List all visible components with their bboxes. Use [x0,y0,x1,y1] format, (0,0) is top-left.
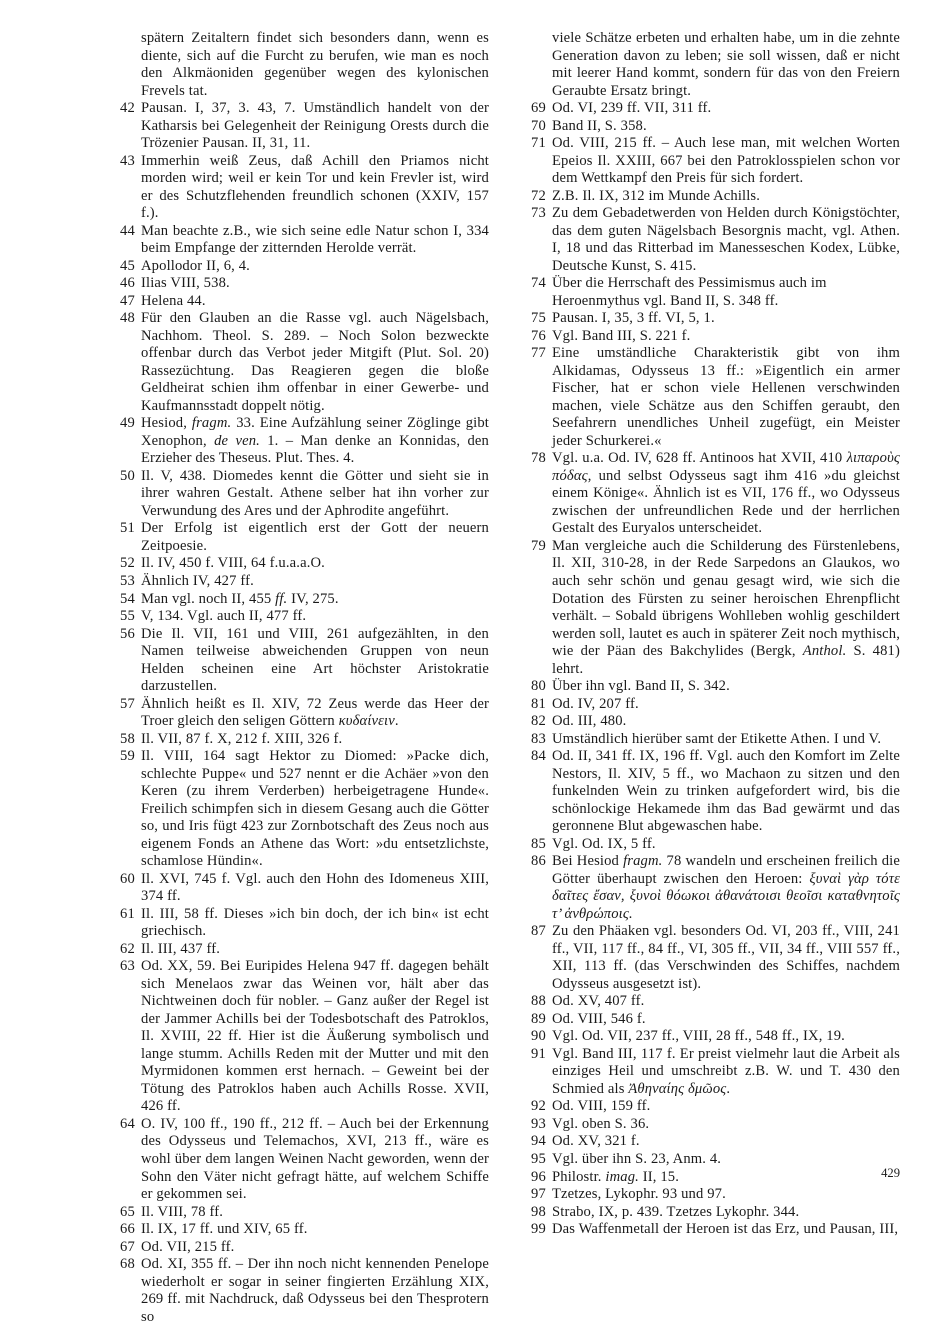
note-text: Helena 44. [141,292,206,309]
note-text: Für den Glauben an die Rasse vgl. auch Nägelsbach, Nachhom. Theol. S. 289. – Noch Solon bezweckte offenbar durch das Verbot jeder Mitgift (Plut. Sol. 20) Rassezüchtung. Das Reagieren gegen die bloße Geldheirat schien ihm offenbar in einer Gewerbe- und Kaufmannsstadt doppelt nötig. [141,310,489,414]
endnote [120,258,489,276]
endnote [531,1151,900,1169]
endnote [531,836,900,854]
endnote [120,1204,489,1222]
note-text: Über ihn vgl. Band II, S. 342. [552,678,730,695]
note-number: 53 [120,572,135,589]
note-number: 60 [120,870,135,887]
note-number: 49 [120,415,135,432]
note-number: 96 [531,1168,546,1185]
endnote [531,538,900,678]
note-text: Pausan. I, 35, 3 ff. VI, 5, 1. [552,310,715,327]
endnote [531,1028,900,1046]
note-text: Hesiod, fragm. 33. Eine Aufzählung seiner Zöglinge gibt Xenophon, de ven. 1. – Man denke an Konnidas, den Erzieher des Theseus. Plut. Thes. 4. [141,415,490,467]
endnote [531,118,900,136]
note-number: 46 [120,275,135,292]
note-text: Umständlich hierüber samt der Etikette Athen. I und V. [552,730,882,747]
endnote [531,853,900,923]
endnote [120,608,489,626]
endnote [531,678,900,696]
endnote [120,1116,489,1204]
note-text: Il. VIII, 164 sagt Hektor zu Diomed: »Packe dich, schlechte Puppe« und 527 nennt er die Achäer »von den Keren (zu ihrem Verderben) herbeigetragene Hunde«. Freilich schimpfen sich in diesem Gesang auch die Götter so, und Iris fügt 423 zur Zornbotschaft des Zeus noch aus eigenem Fonds an Athene das Wort: »du entsetzlichste, schamlose Hündin«. [141,748,489,870]
note-text: Il. III, 58 ff. Dieses »ich bin doch, der ich bin« ist echt griechisch. [141,905,489,940]
endnote [120,153,489,223]
note-number: 85 [531,835,546,852]
endnote [120,573,489,591]
endnote [531,1221,900,1239]
note-text: Tzetzes, Lykophr. 93 und 97. [552,1186,726,1203]
endnote [531,993,900,1011]
note-text: Il. V, 438. Diomedes kennt die Götter und sieht sie in ihrer wahren Gestalt. Athene selber hat ihn vorher zur Verwundung des Ares und der Aphrodite angeführt. [141,467,489,519]
note-number: 99 [531,1221,546,1238]
note-number: 98 [531,1203,546,1220]
endnote [531,100,900,118]
right-notes-list [531,100,900,1239]
endnote [120,906,489,941]
note-text: Vgl. über ihn S. 23, Anm. 4. [552,1151,722,1167]
right-column [531,30,900,1239]
note-number: 76 [531,327,546,344]
endnote [120,1221,489,1239]
endnote [531,748,900,836]
note-number: 48 [120,310,135,327]
endnote [531,696,900,714]
note-text: Strabo, IX, p. 439. Tzetzes Lykophr. 344. [552,1203,800,1220]
note-text: Der Erfolg ist eigentlich erst der Gott der neuern Zeitpoesie. [141,520,489,554]
note-number: 74 [531,275,546,292]
endnote [120,100,489,153]
note-text: V, 134. Vgl. auch II, 477 ff. [141,608,307,625]
note-number: 68 [120,1256,135,1273]
note-text: Il. XVI, 745 f. Vgl. auch den Hohn des Idomeneus XIII, 374 ff. [141,870,489,905]
endnote [531,1046,900,1099]
note-text: Pausan. I, 37, 3. 43, 7. Umständlich handelt von der Katharsis bei Gelegenheit der Reinigung Orests durch die Trözenier Pausan. II, 31, 11. [141,100,489,152]
endnote [120,1239,489,1257]
note-number: 44 [120,222,135,239]
endnote [531,1204,900,1222]
endnote [120,310,489,415]
endnote [531,310,900,328]
endnote [531,1011,900,1029]
note-text: Vgl. Od. VII, 237 ff., VIII, 28 ff., 548 ff., IX, 19. [552,1028,845,1045]
note-text: viele Schätze erbeten und erhalten habe, um in die zehnte Generation davon zu leben; sie soll wissen, daß er nicht mit leerer Hand kommt, sondern für das von den Freiern Geraubte Ersatz bringt. [552,30,900,99]
note-number: 78 [531,450,546,467]
note-text: Od. XX, 59. Bei Euripides Helena 947 ff. dagegen behält sich Menelaos zwar das Weinen vor, hält aber das Nichtweinen doch für nobler. – Ganz außer der Regel ist der Jammer Achills bei der Todesbotschaft des Patroklos, Il. XVIII, 22 ff. Hier ist die Äußerung symbolisch und lange stumm. Achills Reden mit der Mutter und mit den Myrmidonen kommen erst hernach. – Geweint bei der Tötung des Patroklos haben auch Achills Rosse. XVII, 426 ff. [141,958,489,1115]
endnote [120,731,489,749]
note-number: 57 [120,695,135,712]
endnote [531,275,900,310]
note-number: 84 [531,748,546,765]
endnote [120,941,489,959]
note-text: Ilias VIII, 538. [141,275,230,292]
note-number: 83 [531,730,546,747]
note-text: Die Il. VII, 161 und VIII, 261 aufgezählten, in den Namen teilweise abweichenden Gruppen von neun Helden scheinen eine Art höchster Aristokratie darzustellen. [141,625,489,695]
note-text: spätern Zeitaltern findet sich besonders dann, wenn es diente, sich auf die Furcht zu berufen, wie man es noch den Alkmäoniden gegenüber wegen des kylonischen Frevels tat. [141,30,489,99]
note-number: 58 [120,730,135,747]
note-text: Od. II, 341 ff. IX, 196 ff. Vgl. auch den Komfort im Zelte Nestors, Il. XIV, 5 ff., wo Machaon zu sitzen und den funkelnden Wein zu trinken aufgefordert wird, bis die schönlockige Hekamede ihm das Bad gewärmt und das geronnene Blut abgewaschen habe. [552,748,900,835]
note-text: Eine umständliche Charakteristik gibt von ihm Alkidamas, Odysseus 13 ff.: »Eigentlich ein armer Fischer, hat er schon viele Hellenen verschwinden machen, viele Schätze aus den Schiffen geraubt, den Seefahrern unendliches Unheil zugefügt, ein Meister jeder Schurkerei.« [552,345,900,449]
note-text: Od. XV, 321 f. [552,1133,640,1150]
note-text: Vgl. oben S. 36. [552,1115,650,1132]
note-number: 61 [120,905,135,922]
endnote [120,591,489,609]
note-text: Ähnlich heißt es Il. XIV, 72 Zeus werde das Heer der Troer gleich den seligen Göttern κυδαίνειν. [141,695,489,730]
endnote [120,958,489,1116]
endnote [531,1133,900,1151]
note-text: Vgl. u.a. Od. IV, 628 ff. Antinoos hat XVII, 410 λιπαροὺς πόδας, und selbst Odysseus sagt ihm 416 »du gleichst einem Könige«. Ähnlich ist es VII, 176 ff., wo Odysseus zwischen der unfreundlichen Rede und der herrlichen Gestalt des Euryalos unterscheidet. [552,450,900,537]
note-number: 87 [531,923,546,940]
endnote [120,468,489,521]
note-text: Od. XI, 355 ff. – Der ihn noch nicht kennenden Penelope wiederholt er sogar in seiner fingierten Erzählung XIX, 269 ff. mit Nachdruck, daß Odysseus bei den Thesprotern so [141,1256,489,1325]
note-text: Vgl. Od. IX, 5 ff. [552,835,656,852]
note-number: 47 [120,292,135,309]
note-text: Bei Hesiod fragm. 78 wandeln und erscheinen freilich die Götter überhaupt zwischen den Heroen: ξυναὶ γὰρ τότε δαῖτες ἔσαν, ξυνοὶ θόωκοι ἀθανάτοισι θεοῖσι καταθνητοῖς τ’ ἀνθρώποις. [552,853,901,922]
note-text: Il. III, 437 ff. [141,940,221,957]
note-number: 70 [531,117,546,134]
note-text: Zu dem Gebadetwerden von Helden durch Königstöchter, das dem guten Nägelsbach Besorgnis macht, vgl. Athen. I, 18 und das Ritterbad im Manesseschen Kodex, Lübke, Deutsche Kunst, S. 415. [552,205,900,274]
note-text: Zu den Phäaken vgl. besonders Od. VI, 203 ff., VIII, 241 ff., VII, 117 ff., 84 ff., VI, 305 ff., VII, 34 ff., VIII 557 ff., XII, 113 ff. (das Verschwinden des Schiffes, nachdem Odysseus ausgesetzt ist). [552,923,900,992]
endnote [531,713,900,731]
note-number: 89 [531,1010,546,1027]
note-text: Vgl. Band III, S. 221 f. [552,327,691,344]
continuation-paragraph [120,30,489,100]
note-number: 43 [120,152,135,169]
note-number: 64 [120,1115,135,1132]
note-text: Vgl. Band III, 117 f. Er preist vielmehr laut die Arbeit als einziges Heil und umschreibt z.B. W. und T. 430 den Schmied als Ἀθηναίης δμῶος. [552,1045,900,1097]
endnote [120,415,489,468]
note-text: Über die Herrschaft des Pessimismus auch im Heroenmythus vgl. Band II, S. 348 ff. [552,275,827,309]
note-number: 56 [120,625,135,642]
note-text: Man vgl. noch II, 455 ff. IV, 275. [141,590,339,607]
endnote [531,188,900,206]
endnote [120,275,489,293]
endnote [531,328,900,346]
endnote [531,1186,900,1204]
note-number: 80 [531,678,546,695]
note-text: Philostr. imag. II, 15. [552,1168,680,1185]
endnote [120,871,489,906]
endnote [531,450,900,538]
note-number: 51 [120,520,135,537]
note-text: Il. IV, 450 f. VIII, 64 f.u.a.a.O. [141,555,325,572]
note-number: 67 [120,1238,135,1255]
continuation-paragraph [531,30,900,100]
endnote [120,626,489,696]
endnote [531,923,900,993]
endnote [120,223,489,258]
note-number: 42 [120,100,135,117]
note-text: Band II, S. 358. [552,117,647,134]
note-text: Z.B. Il. IX, 312 im Munde Achills. [552,187,761,204]
endnote [120,748,489,871]
note-text: Das Waffenmetall der Heroen ist das Erz, und Pausan, III, [552,1221,899,1238]
endnote [531,1098,900,1116]
endnote [120,555,489,573]
note-text: O. IV, 100 ff., 190 ff., 212 ff. – Auch bei der Erkennung des Odysseus und Telemachos, XVI, 213 ff., wäre es wohl über dem langen Weinen Nacht geworden, wenn der Sohn den Väter nicht gefragt hätte, auf welchem Schiffe er gekommen sei. [141,1115,489,1203]
note-number: 92 [531,1098,546,1115]
endnote [120,1256,489,1326]
note-text: Man beachte z.B., wie sich seine edle Natur schon I, 334 beim Empfange der zitternden Herolde verrät. [141,222,489,257]
note-number: 54 [120,590,135,607]
left-column [120,30,489,1326]
note-text: Apollodor II, 6, 4. [141,257,250,274]
note-number: 94 [531,1133,546,1150]
note-text: Od. VII, 215 ff. [141,1238,235,1255]
endnote [531,731,900,749]
page-number: 429 [881,1166,900,1180]
note-number: 81 [531,695,546,712]
note-number: 77 [531,345,546,362]
note-text: Il. VIII, 78 ff. [141,1203,224,1220]
note-text: Od. IV, 207 ff. [552,695,639,712]
note-number: 63 [120,958,135,975]
left-notes-list [120,100,489,1326]
note-number: 90 [531,1028,546,1045]
endnote [120,696,489,731]
endnote [531,135,900,188]
note-text: Immerhin weiß Zeus, daß Achill den Priamos nicht morden wird; weil er kein Tor und kein Frevler ist, wird er des Schutzflehenden freundlich schonen (XXIV, 157 f.). [141,152,489,222]
note-text: Od. VIII, 215 ff. – Auch lese man, mit welchen Worten Epeios Il. XXIII, 667 bei den Patroklosspielen schon vor dem Wettkampf den Preis für sich fordert. [552,135,900,187]
endnote [531,1116,900,1134]
note-number: 73 [531,205,546,222]
note-text: Od. VI, 239 ff. VII, 311 ff. [552,100,712,117]
note-number: 95 [531,1151,546,1167]
endnote [531,205,900,275]
note-number: 52 [120,555,135,572]
note-number: 91 [531,1045,546,1062]
note-text: Od. XV, 407 ff. [552,993,645,1010]
endnote [531,1169,900,1187]
note-number: 82 [531,713,546,730]
endnote [120,293,489,311]
note-number: 71 [531,135,546,152]
note-text: Man vergleiche auch die Schilderung des Fürstenlebens, Il. XII, 310-28, in der Rede Sarpedons an Glaukos, wo auch sehr schön und genau gesagt wird, wie sich die Dotation des Fürsten zu seiner heroischen Ehrenpflicht verhält. – Sobald übrigens Wohlleben wohlig geschildert werden soll, lautet es auch in späterer Zeit noch mythisch, wie der Päan des Bakchylides (Bergk, Anthol. S. 481) lehrt. [552,537,900,677]
note-number: 72 [531,187,546,204]
note-number: 66 [120,1221,135,1238]
note-text: Il. IX, 17 ff. und XIV, 65 ff. [141,1221,308,1238]
note-number: 79 [531,537,546,554]
note-number: 50 [120,467,135,484]
note-text: Il. VII, 87 f. X, 212 f. XIII, 326 f. [141,730,343,747]
note-number: 45 [120,257,135,274]
note-text: Od. VIII, 546 f. [552,1010,646,1027]
note-number: 86 [531,853,546,870]
note-text: Od. VIII, 159 ff. [552,1098,651,1115]
note-number: 62 [120,940,135,957]
note-number: 75 [531,310,546,327]
endnote [120,520,489,555]
note-number: 59 [120,748,135,765]
note-number: 88 [531,993,546,1010]
note-text: Od. III, 480. [552,713,627,730]
note-number: 55 [120,608,135,625]
endnote [531,345,900,450]
note-number: 93 [531,1115,546,1132]
note-text: Ähnlich IV, 427 ff. [141,572,254,589]
note-number: 69 [531,100,546,117]
note-number: 65 [120,1203,135,1220]
note-number: 97 [531,1186,546,1203]
